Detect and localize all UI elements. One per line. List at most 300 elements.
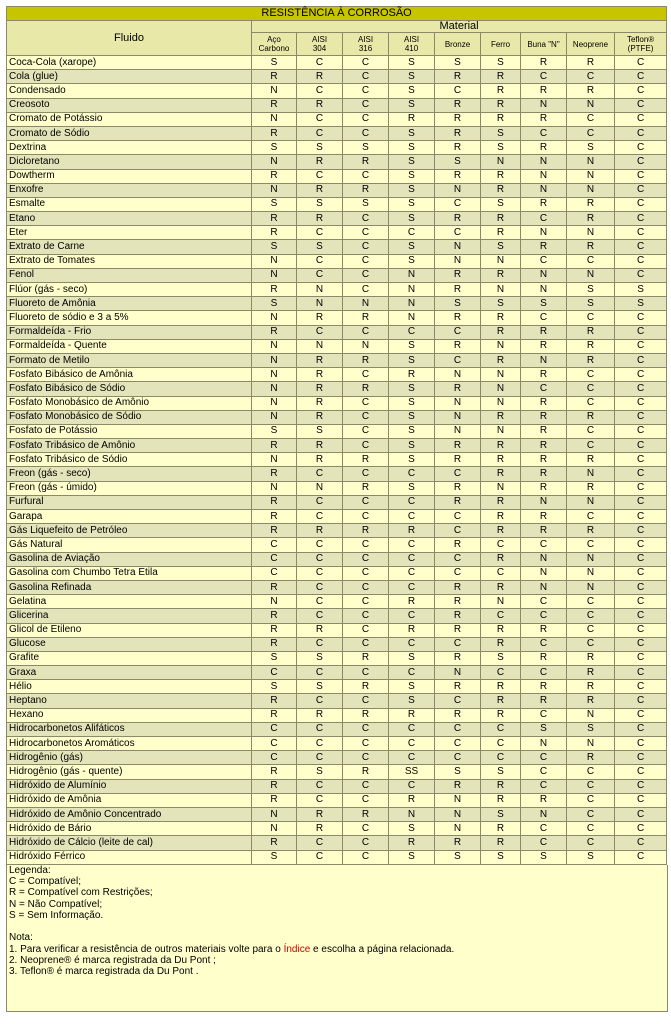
rating-cell: S — [252, 56, 297, 70]
fluid-name: Dowtherm — [7, 169, 252, 183]
rating-cell: R — [481, 70, 521, 84]
rating-cell: R — [521, 424, 567, 438]
rating-cell: S — [389, 126, 435, 140]
rating-cell: C — [389, 467, 435, 481]
fluid-name: Extrato de Tomates — [7, 254, 252, 268]
rating-cell: C — [343, 822, 389, 836]
material-column-header — [252, 33, 297, 56]
rating-cell: R — [252, 779, 297, 793]
rating-cell: R — [435, 141, 481, 155]
rating-cell: R — [481, 353, 521, 367]
rating-cell: R — [567, 651, 615, 665]
table-row — [7, 424, 667, 438]
note-1-text-after: e escolha a página relacionada. — [310, 943, 455, 955]
material-column-header — [435, 33, 481, 56]
rating-cell: C — [343, 609, 389, 623]
rating-cell: C — [343, 424, 389, 438]
rating-cell: N — [252, 807, 297, 821]
note-1 — [9, 944, 667, 955]
rating-cell: S — [389, 353, 435, 367]
rating-cell: N — [435, 822, 481, 836]
rating-cell: R — [435, 98, 481, 112]
rating-cell: C — [615, 254, 667, 268]
rating-cell: N — [297, 481, 343, 495]
rating-cell: N — [297, 283, 343, 297]
table-row — [7, 141, 667, 155]
fluid-name: Extrato de Carne — [7, 240, 252, 254]
rating-cell: R — [435, 382, 481, 396]
rating-cell: C — [435, 467, 481, 481]
rating-cell: R — [343, 651, 389, 665]
rating-cell: R — [435, 680, 481, 694]
rating-cell: C — [615, 410, 667, 424]
rating-cell: N — [435, 410, 481, 424]
rating-cell: C — [521, 836, 567, 850]
note-3: 3. Teflon® é marca registrada da Du Pont . — [9, 966, 199, 978]
rating-cell: C — [389, 637, 435, 651]
fluid-name: Gás Liquefeito de Petróleo — [7, 524, 252, 538]
table-row — [7, 765, 667, 779]
rating-cell: R — [252, 793, 297, 807]
rating-cell: R — [481, 552, 521, 566]
fluid-name: Fluoreto de Amônia — [7, 297, 252, 311]
rating-cell: C — [567, 382, 615, 396]
rating-cell: R — [567, 680, 615, 694]
rating-cell: C — [615, 481, 667, 495]
rating-cell: C — [567, 836, 615, 850]
rating-cell: S — [389, 382, 435, 396]
rating-cell: C — [521, 708, 567, 722]
rating-cell: R — [297, 410, 343, 424]
rating-cell: S — [389, 56, 435, 70]
rating-cell: C — [435, 751, 481, 765]
fluid-name: Cola (glue) — [7, 70, 252, 84]
rating-cell: R — [252, 637, 297, 651]
rating-cell: C — [615, 339, 667, 353]
rating-cell: N — [481, 595, 521, 609]
fluid-name: Formato de Metilo — [7, 353, 252, 367]
rating-cell: C — [615, 396, 667, 410]
table-row — [7, 240, 667, 254]
rating-cell: S — [252, 297, 297, 311]
rating-cell: R — [435, 439, 481, 453]
rating-cell: SS — [389, 765, 435, 779]
fluid-name: Hidróxido de Amônia — [7, 793, 252, 807]
rating-cell: R — [481, 226, 521, 240]
rating-cell: R — [567, 339, 615, 353]
rating-cell: S — [297, 141, 343, 155]
table-row — [7, 56, 667, 70]
table-row — [7, 807, 667, 821]
rating-cell: C — [615, 651, 667, 665]
rating-cell: R — [435, 595, 481, 609]
rating-cell: C — [297, 666, 343, 680]
table-row — [7, 510, 667, 524]
rating-cell: C — [567, 793, 615, 807]
rating-cell: S — [389, 141, 435, 155]
rating-cell: N — [252, 481, 297, 495]
table-row — [7, 98, 667, 112]
rating-cell: C — [343, 538, 389, 552]
fluid-name: Hidróxido de Alumínio — [7, 779, 252, 793]
table-row — [7, 311, 667, 325]
fluid-name: Fosfato Monobásico de Sódio — [7, 410, 252, 424]
rating-cell: N — [435, 807, 481, 821]
rating-cell: C — [343, 126, 389, 140]
rating-cell: R — [481, 822, 521, 836]
legend-item-not-compatible: N = Não Compatível; — [9, 898, 103, 910]
rating-cell: C — [389, 722, 435, 736]
rating-cell: C — [521, 779, 567, 793]
rating-cell: C — [615, 836, 667, 850]
rating-cell: C — [343, 637, 389, 651]
rating-cell: C — [615, 197, 667, 211]
fluid-name: Formaldeída - Frio — [7, 325, 252, 339]
rating-cell: S — [389, 240, 435, 254]
rating-cell: C — [521, 595, 567, 609]
rating-cell: R — [481, 580, 521, 594]
rating-cell: N — [252, 155, 297, 169]
table-row — [7, 552, 667, 566]
rating-cell: S — [297, 765, 343, 779]
rating-cell: N — [567, 708, 615, 722]
rating-cell: S — [435, 297, 481, 311]
rating-cell: R — [252, 212, 297, 226]
rating-cell: C — [567, 822, 615, 836]
fluid-name: Gelatina — [7, 595, 252, 609]
rating-cell: C — [343, 779, 389, 793]
rating-cell: C — [343, 169, 389, 183]
rating-cell: N — [389, 311, 435, 325]
rating-cell: N — [567, 580, 615, 594]
rating-cell: R — [481, 268, 521, 282]
rating-cell: C — [297, 722, 343, 736]
fluid-name: Gasolina de Aviação — [7, 552, 252, 566]
rating-cell: S — [343, 197, 389, 211]
rating-cell: R — [481, 98, 521, 112]
rating-cell: R — [567, 694, 615, 708]
rating-cell: N — [481, 339, 521, 353]
rating-cell: R — [521, 410, 567, 424]
material-column-header — [297, 33, 343, 56]
rating-cell: N — [435, 424, 481, 438]
rating-cell: S — [389, 183, 435, 197]
rating-cell: C — [343, 268, 389, 282]
table-row — [7, 353, 667, 367]
rating-cell: C — [481, 609, 521, 623]
rating-cell: C — [521, 254, 567, 268]
rating-cell: C — [343, 467, 389, 481]
rating-cell: S — [297, 197, 343, 211]
rating-cell: R — [481, 680, 521, 694]
rating-cell: N — [343, 297, 389, 311]
rating-cell: C — [297, 850, 343, 864]
rating-cell: C — [343, 56, 389, 70]
rating-cell: R — [481, 694, 521, 708]
table-row — [7, 623, 667, 637]
rating-cell: R — [481, 495, 521, 509]
column-header-line: AISI — [403, 35, 420, 44]
rating-cell: N — [435, 368, 481, 382]
rating-cell: C — [297, 56, 343, 70]
rating-cell: R — [435, 538, 481, 552]
fluid-name: Hidróxido de Amônio Concentrado — [7, 807, 252, 821]
rating-cell: S — [435, 56, 481, 70]
rating-cell: R — [567, 240, 615, 254]
rating-cell: R — [343, 353, 389, 367]
rating-cell: N — [389, 283, 435, 297]
rating-cell: C — [343, 212, 389, 226]
rating-cell: S — [481, 850, 521, 864]
rating-cell: R — [389, 836, 435, 850]
rating-cell: R — [567, 751, 615, 765]
rating-cell: R — [481, 637, 521, 651]
rating-cell: C — [389, 609, 435, 623]
rating-cell: C — [435, 353, 481, 367]
rating-cell: S — [389, 850, 435, 864]
rating-cell: N — [481, 155, 521, 169]
rating-cell: C — [615, 424, 667, 438]
rating-cell: C — [567, 70, 615, 84]
rating-cell: C — [615, 524, 667, 538]
rating-cell: R — [521, 524, 567, 538]
rating-cell: N — [389, 268, 435, 282]
rating-cell: R — [297, 382, 343, 396]
material-column-header — [343, 33, 389, 56]
rating-cell: N — [521, 566, 567, 580]
rating-cell: N — [252, 84, 297, 98]
rating-cell: S — [252, 240, 297, 254]
material-column-header — [567, 33, 615, 56]
rating-cell: C — [435, 226, 481, 240]
rating-cell: R — [389, 368, 435, 382]
rating-cell: R — [435, 70, 481, 84]
fluid-name: Garapa — [7, 510, 252, 524]
rating-cell: C — [615, 311, 667, 325]
rating-cell: N — [521, 155, 567, 169]
rating-cell: R — [521, 240, 567, 254]
rating-cell: R — [521, 197, 567, 211]
rating-cell: C — [615, 169, 667, 183]
table-row — [7, 410, 667, 424]
rating-cell: R — [252, 169, 297, 183]
rating-cell: C — [343, 254, 389, 268]
rating-cell: R — [521, 339, 567, 353]
rating-cell: R — [343, 183, 389, 197]
table-row — [7, 722, 667, 736]
rating-cell: C — [615, 850, 667, 864]
table-row — [7, 339, 667, 353]
legend-heading: Legenda: — [9, 864, 51, 876]
rating-cell: S — [252, 680, 297, 694]
rating-cell: C — [481, 722, 521, 736]
rating-cell: R — [343, 481, 389, 495]
rating-cell: S — [252, 424, 297, 438]
rating-cell: C — [615, 155, 667, 169]
rating-cell: S — [297, 240, 343, 254]
rating-cell: R — [297, 368, 343, 382]
rating-cell: N — [521, 552, 567, 566]
rating-cell: R — [481, 84, 521, 98]
rating-cell: C — [435, 737, 481, 751]
rating-cell: R — [252, 708, 297, 722]
column-header-line: Aço — [267, 35, 281, 44]
rating-cell: C — [343, 552, 389, 566]
rating-cell: C — [615, 467, 667, 481]
rating-cell: R — [343, 382, 389, 396]
rating-cell: N — [567, 155, 615, 169]
rating-cell: C — [343, 666, 389, 680]
rating-cell: R — [435, 580, 481, 594]
fluid-name: Dextrina — [7, 141, 252, 155]
rating-cell: C — [435, 566, 481, 580]
table-row — [7, 268, 667, 282]
rating-cell: C — [389, 751, 435, 765]
rating-cell: C — [343, 595, 389, 609]
table-row — [7, 70, 667, 84]
rating-cell: R — [521, 793, 567, 807]
fluid-name: Hidrocarbonetos Aromáticos — [7, 737, 252, 751]
fluid-name: Cromato de Potássio — [7, 112, 252, 126]
rating-cell: S — [389, 680, 435, 694]
rating-cell: C — [521, 311, 567, 325]
rating-cell: R — [435, 623, 481, 637]
rating-cell: R — [481, 311, 521, 325]
fluid-name: Fosfato Bibásico de Amônia — [7, 368, 252, 382]
rating-cell: N — [435, 240, 481, 254]
rating-cell: C — [297, 580, 343, 594]
table-row — [7, 226, 667, 240]
column-header-line: AISI — [357, 35, 374, 44]
rating-cell: C — [297, 595, 343, 609]
rating-cell: N — [252, 353, 297, 367]
rating-cell: C — [567, 779, 615, 793]
rating-cell: S — [567, 297, 615, 311]
rating-cell: C — [297, 566, 343, 580]
rating-cell: C — [435, 552, 481, 566]
fluid-name: Fluoreto de sódio e 3 a 5% — [7, 311, 252, 325]
column-header-line: Neoprene — [572, 39, 609, 49]
rating-cell: C — [615, 751, 667, 765]
rating-cell: C — [615, 495, 667, 509]
table-row — [7, 836, 667, 850]
fluid-name: Gasolina com Chumbo Tetra Etila — [7, 566, 252, 580]
table-row — [7, 212, 667, 226]
rating-cell: R — [435, 126, 481, 140]
rating-cell: R — [389, 623, 435, 637]
rating-cell: C — [343, 510, 389, 524]
rating-cell: N — [435, 396, 481, 410]
rating-cell: R — [297, 70, 343, 84]
table-row — [7, 197, 667, 211]
rating-cell: S — [521, 850, 567, 864]
rating-cell: C — [297, 793, 343, 807]
rating-cell: R — [389, 524, 435, 538]
rating-cell: S — [389, 84, 435, 98]
rating-cell: C — [521, 637, 567, 651]
rating-cell: C — [343, 410, 389, 424]
rating-cell: R — [521, 141, 567, 155]
table-row — [7, 524, 667, 538]
rating-cell: R — [435, 779, 481, 793]
rating-cell: R — [252, 765, 297, 779]
material-column-header — [615, 33, 667, 56]
fluid-name: Glicol de Etileno — [7, 623, 252, 637]
rating-cell: C — [615, 694, 667, 708]
rating-cell: S — [615, 297, 667, 311]
rating-cell: S — [615, 283, 667, 297]
fluid-name: Fosfato Tribásico de Sódio — [7, 453, 252, 467]
rating-cell: R — [481, 836, 521, 850]
table-row — [7, 822, 667, 836]
fluid-name: Creosoto — [7, 98, 252, 112]
rating-cell: C — [567, 538, 615, 552]
rating-cell: C — [615, 609, 667, 623]
rating-cell: N — [521, 807, 567, 821]
rating-cell: S — [521, 722, 567, 736]
rating-cell: S — [297, 680, 343, 694]
fluid-name: Etano — [7, 212, 252, 226]
rating-cell: R — [297, 212, 343, 226]
rating-cell: C — [615, 779, 667, 793]
rating-cell: C — [435, 197, 481, 211]
index-link[interactable]: Índice — [283, 943, 311, 955]
rating-cell: R — [343, 680, 389, 694]
rating-cell: N — [567, 183, 615, 197]
table-row — [7, 566, 667, 580]
fluid-name: Fosfato Monobásico de Amônio — [7, 396, 252, 410]
column-header-line: 316 — [358, 44, 373, 53]
rating-cell: R — [297, 524, 343, 538]
table-row — [7, 453, 667, 467]
rating-cell: C — [481, 566, 521, 580]
rating-cell: R — [297, 353, 343, 367]
rating-cell: R — [435, 609, 481, 623]
table-row — [7, 439, 667, 453]
rating-cell: N — [567, 737, 615, 751]
rating-cell: C — [615, 793, 667, 807]
rating-cell: S — [389, 439, 435, 453]
column-header-line: 410 — [404, 44, 419, 53]
rating-cell: R — [521, 694, 567, 708]
rating-cell: C — [567, 254, 615, 268]
rating-cell: R — [389, 708, 435, 722]
rating-cell: C — [481, 538, 521, 552]
rating-cell: C — [343, 226, 389, 240]
rating-cell: R — [252, 98, 297, 112]
rating-cell: S — [389, 339, 435, 353]
column-header-line: Ferro — [490, 39, 511, 49]
fluid-name: Glucose — [7, 637, 252, 651]
table-row — [7, 325, 667, 339]
table-row — [7, 737, 667, 751]
rating-cell: S — [567, 722, 615, 736]
rating-cell: R — [521, 481, 567, 495]
rating-cell: R — [252, 70, 297, 84]
rating-cell: N — [252, 112, 297, 126]
rating-cell: C — [343, 623, 389, 637]
rating-cell: C — [567, 368, 615, 382]
rating-cell: R — [252, 580, 297, 594]
rating-cell: R — [297, 98, 343, 112]
rating-cell: C — [567, 765, 615, 779]
fluid-name: Graxa — [7, 666, 252, 680]
rating-cell: C — [567, 311, 615, 325]
table-row — [7, 609, 667, 623]
rating-cell: C — [481, 751, 521, 765]
rating-cell: S — [389, 98, 435, 112]
rating-cell: C — [343, 240, 389, 254]
